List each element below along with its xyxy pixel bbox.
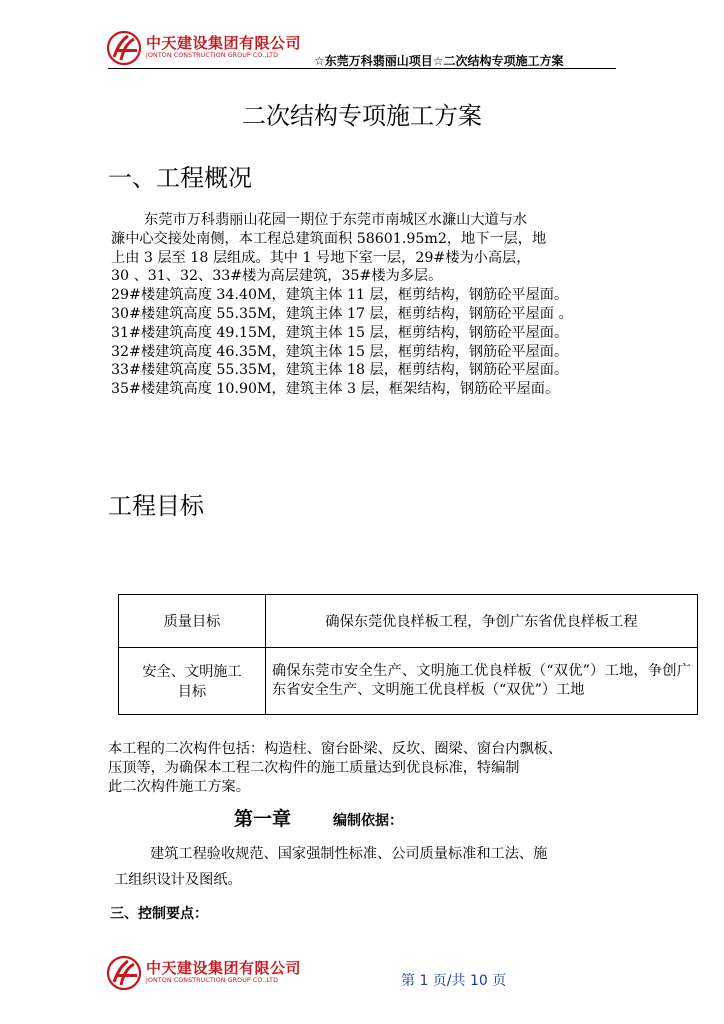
building-line: 35#楼建筑高度 10.90M，建筑主体 3 层，框架结构，钢筋砼平屋面。: [111, 381, 560, 398]
safety-goal-value: 确保东莞市安全生产、文明施工优良样板（“双优”）工地，争创广东省安全生产、文明施工优良样板（“双优”）工地: [266, 648, 698, 715]
safety-goal-label: [119, 648, 266, 715]
chapter1-body: [114, 841, 634, 893]
section1-heading: 一、工程概况: [108, 164, 252, 192]
chapter-title: 编制依据：: [333, 813, 403, 829]
paragraph-line: 压顶等，为确保本工程二次构件的施工质量达到优良标准，特编制: [108, 759, 520, 776]
safety-goal-label-line: 安全、文明施工: [142, 664, 242, 680]
table-row: [119, 648, 698, 715]
paragraph-line: 30 、31、32、33#楼为高层建筑，35#楼为多层。: [111, 268, 443, 285]
header-company-name-en: JONTON CONSTRUCTION GROUP CO.,LTD: [146, 52, 279, 60]
footer-company-name-en: JONTON CONSTRUCTION GROUP CO.,LTD: [146, 977, 279, 985]
section2-intro: [108, 740, 618, 796]
goals-table: [118, 594, 698, 715]
footer-logo: [106, 955, 301, 991]
paragraph-line: 工组织设计及图纸。: [114, 872, 242, 888]
paragraph-line: 建筑工程验收规范、国家强制性标准、公司质量标准和工法、施: [150, 846, 548, 862]
section3-heading: 三、控制要点：: [110, 906, 208, 922]
section1-body: [111, 211, 621, 399]
building-line: 32#楼建筑高度 46.35M，建筑主体 15 层，框剪结构，钢筋砼平屋面。: [111, 343, 569, 360]
section2-heading: 工程目标: [108, 492, 204, 520]
quality-goal-value: 确保东莞优良样板工程，争创广东省优良样板工程: [266, 595, 698, 648]
building-line: 33#楼建筑高度 55.35M，建筑主体 18 层，框剪结构，钢筋砼平屋面。: [111, 362, 569, 379]
document-title: 二次结构专项施工方案: [242, 102, 482, 130]
building-line: 30#楼建筑高度 55.35M，建筑主体 17 层，框剪结构，钢筋砼平屋面 。: [111, 305, 573, 322]
header-divider: [108, 68, 616, 69]
paragraph-line: 本工程的二次构件包括：构造柱、窗台卧梁、反坎、圈梁、窗台内飘板、: [108, 741, 563, 757]
table-row: [119, 595, 698, 648]
page-number: 第 1 页/共 10 页: [401, 973, 507, 989]
paragraph-line: 濂中心交接处南侧，本工程总建筑面积 58601.95m2，地下一层，地: [111, 230, 547, 247]
building-line: 29#楼建筑高度 34.40M，建筑主体 11 层，框剪结构，钢筋砼平屋面。: [111, 287, 569, 304]
header-project-title: ☆东莞万科翡丽山项目☆二次结构专项施工方案: [314, 54, 564, 68]
header-company-name: 中天建设集团有限公司: [146, 34, 302, 53]
building-line: 31#楼建筑高度 49.15M，建筑主体 15 层，框剪结构，钢筋砼平屋面。: [111, 324, 569, 341]
header-logo: [106, 30, 301, 66]
paragraph-line: 东莞市万科翡丽山花园一期位于东莞市南城区水濂山大道与水: [144, 212, 528, 228]
paragraph-line: 上由 3 层至 18 层组成。其中 1 号地下室一层，29#楼为小高层，: [111, 249, 531, 266]
footer-company-name: 中天建设集团有限公司: [146, 959, 302, 978]
company-logo-icon: [106, 30, 142, 66]
company-logo-icon: [106, 955, 142, 991]
paragraph-line: 此二次构件施工方案。: [108, 778, 250, 795]
chapter-number: 第一章: [234, 808, 292, 830]
safety-goal-label-line: 目标: [177, 684, 207, 700]
quality-goal-label: 质量目标: [119, 595, 266, 648]
